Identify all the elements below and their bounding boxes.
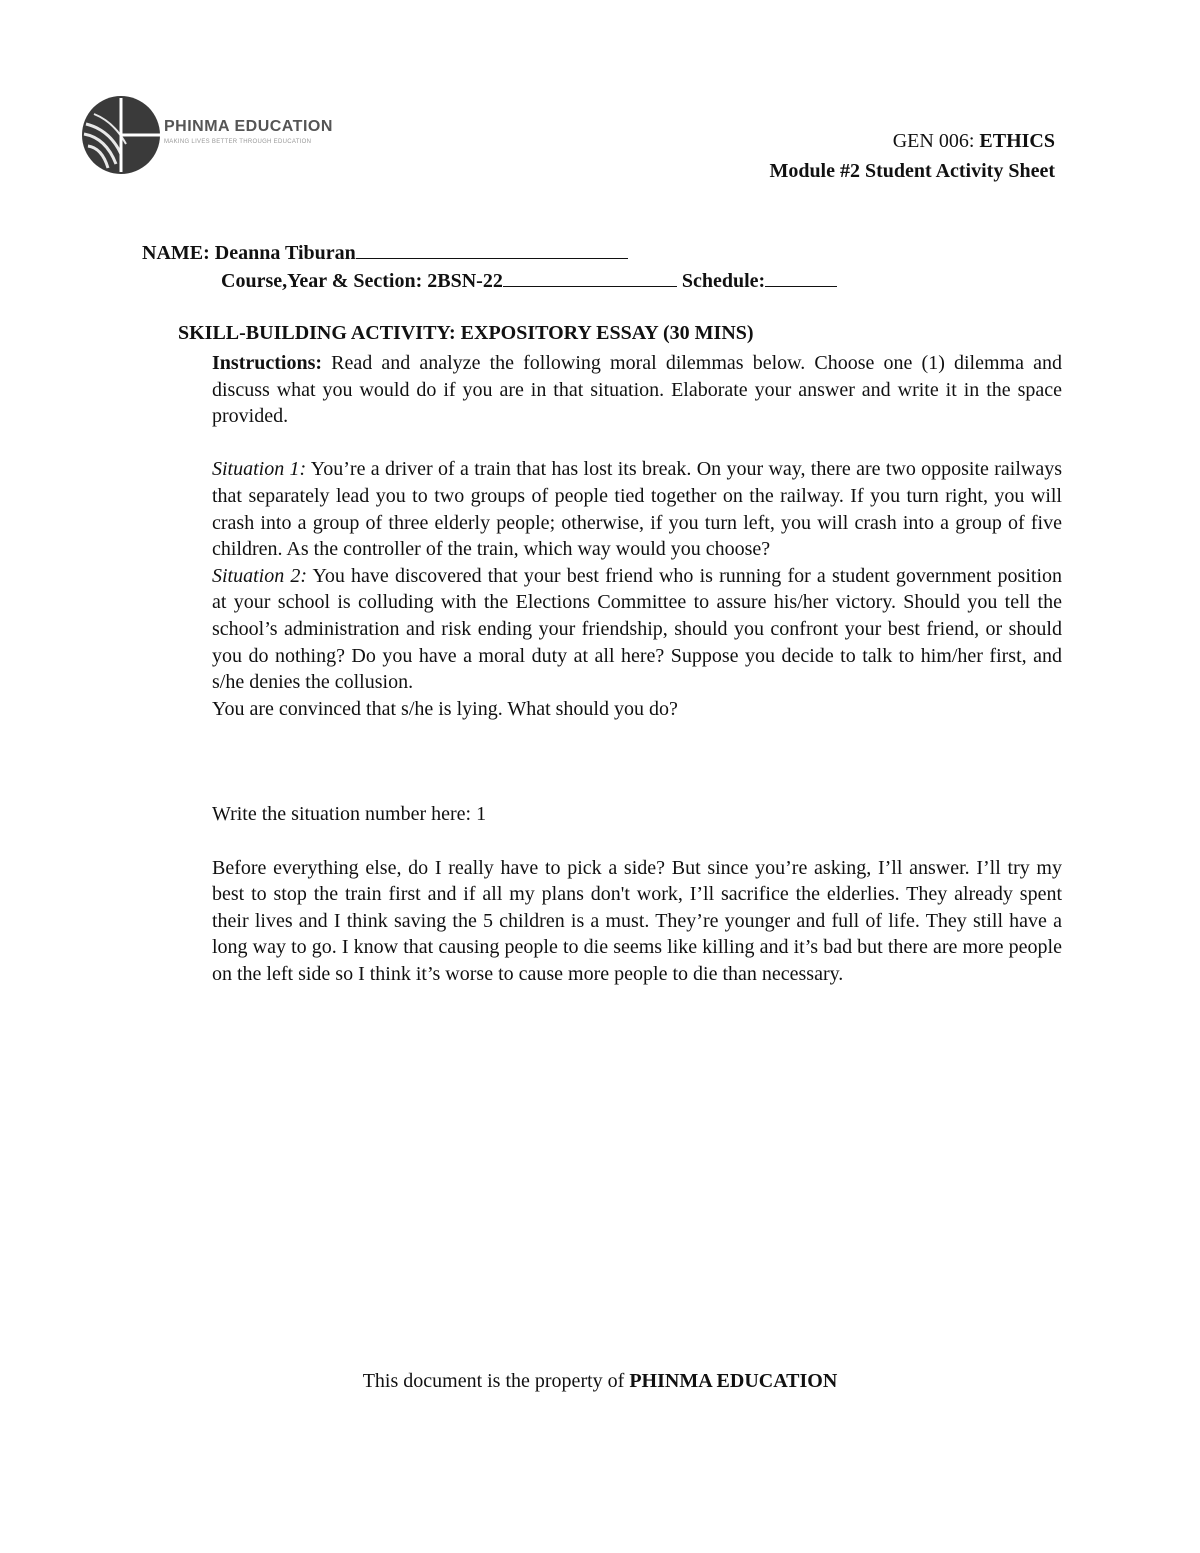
situation-number-label: Write the situation number here: [212, 803, 477, 826]
course-section-label: Course,Year & Section: [221, 270, 428, 292]
name-blank [356, 240, 628, 259]
activity-title: SKILL-BUILDING ACTIVITY: EXPOSITORY ESSAY (30 MINS) [178, 322, 754, 344]
footer-prefix: This document is the property of [362, 1370, 630, 1392]
situation-1-paragraph [212, 456, 1062, 562]
situation-number-value: 1 [476, 803, 487, 826]
course-section-value: 2BSN-22 [427, 270, 503, 292]
footer-brand: PHINMA EDUCATION [629, 1370, 838, 1392]
document-header [769, 126, 1055, 186]
situation-number-line [212, 801, 1062, 828]
course-section-line [221, 268, 837, 293]
situation-2-text: You have discovered that your best friend who is running for a student government position at your school is colluding with the Elections Committee to assure his/her victory. Should you tell the school’s administration and risk ending your friendship, should you confront your best friend, or should you do nothing? Do you have a moral duty at all here? Suppose you decide to talk to him/her first, and s/he denies the collusion. [212, 564, 1063, 694]
module-title: Module #2 Student Activity Sheet [769, 160, 1055, 182]
situation-2-paragraph [212, 563, 1062, 696]
course-title [769, 126, 1055, 156]
logo-tagline: MAKING LIVES BETTER THROUGH EDUCATION [164, 139, 312, 145]
course-section-blank [503, 268, 677, 287]
name-label: NAME: [142, 242, 215, 264]
schedule-label: Schedule: [681, 270, 766, 292]
instructions-label: Instructions: [212, 352, 323, 374]
answer-text: Before everything else, do I really have to pick a side? But since you’re asking, I’ll answer. I’ll try my best to stop the train first and if all my plans don't work, I’ll sacrifice the elderlies. They already spent their lives and I think saving the 5 children is a must. They’re younger and full of life. They still have a long way to go. I know that causing people to die seems like killing and it’s bad but there are more people on the left side so I think it’s worse to cause more people to die than necessary. [212, 856, 1062, 985]
phinma-logo [80, 94, 350, 176]
logo-wordmark: PHINMA EDUCATION [164, 118, 333, 135]
answer-block [212, 855, 1062, 988]
course-code: GEN 006: [892, 130, 980, 152]
situation-2-followup: You are convinced that s/he is lying. What should you do? [212, 697, 678, 720]
situation-1-text: You’re a driver of a train that has lost its break. On your way, there are two opposite railways that separately lead you to two groups of people tied together on the railway. If you turn right, you will crash into a group of three elderly people; otherwise, if you turn left, you will crash into a group of five children. As the controller of the train, which way would you choose? [212, 458, 1063, 561]
schedule-blank [765, 268, 837, 287]
situation-2-label: Situation 2: [212, 564, 308, 587]
instructions-paragraph [212, 350, 1062, 430]
course-subject: ETHICS [979, 130, 1055, 152]
activity-content [212, 350, 1062, 987]
student-name-line [142, 240, 628, 265]
phinma-globe-icon [80, 94, 162, 176]
instructions-text: Read and analyze the following moral dilemmas below. Choose one (1) dilemma and discuss what you would do if you are in that situation. Elaborate your answer and write it in the space provided. [212, 352, 1062, 428]
name-value: Deanna Tiburan [214, 242, 356, 264]
situation-1-label: Situation 1: [212, 458, 307, 481]
document-footer [0, 1370, 1200, 1393]
